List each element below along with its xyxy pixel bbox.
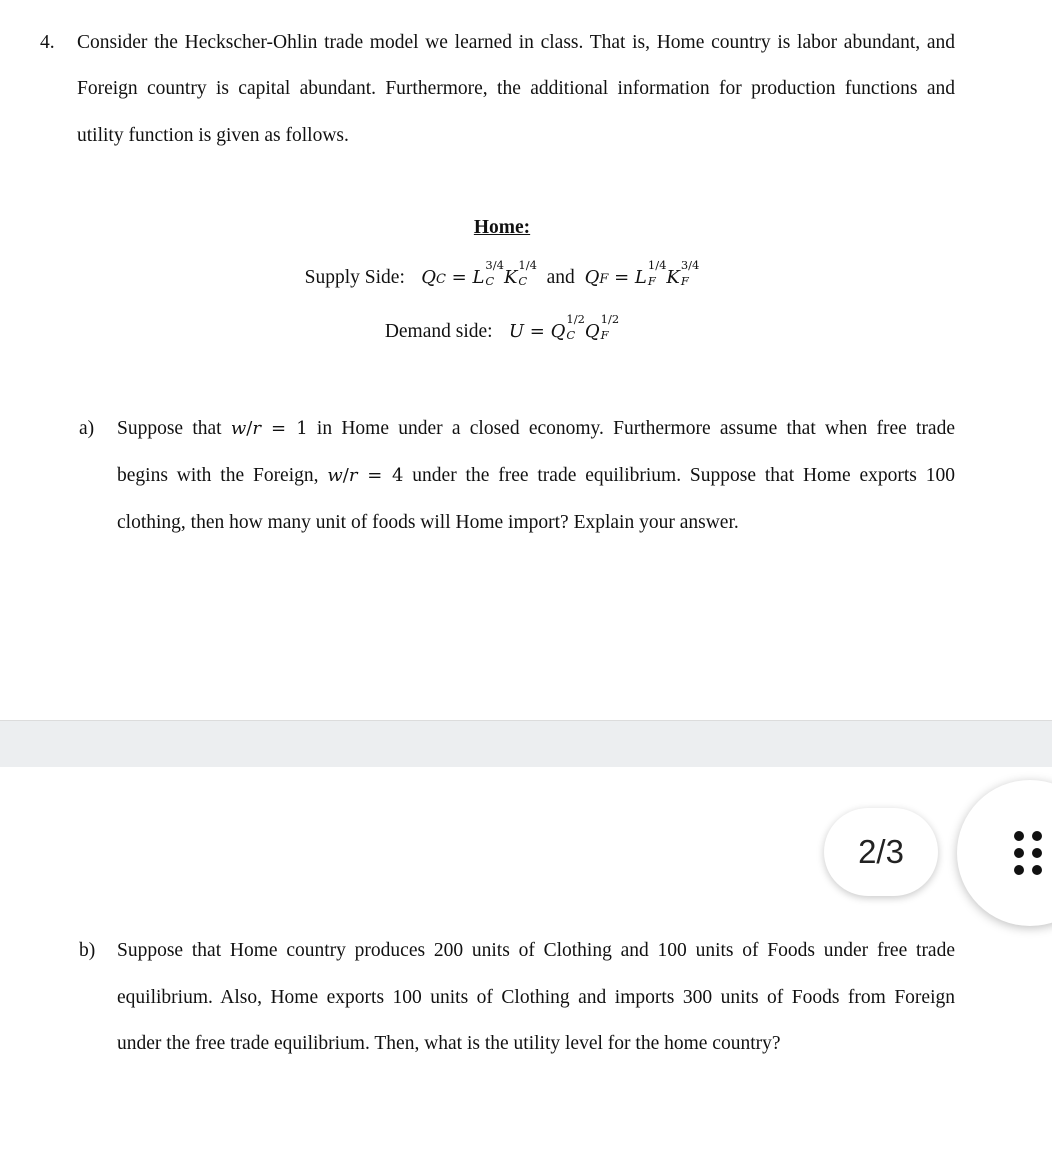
part-a-line-2-end: under the free trade equilibrium. Suppose that Home exports 100	[412, 465, 955, 486]
wage-rental-ratio-trade: w/r = 4	[327, 465, 404, 486]
supply-side-equation	[0, 258, 1004, 288]
part-b-line-3: under the free trade equilibrium. Then, what is the utility level for the home country?	[117, 1033, 781, 1054]
intro-line-3: utility function is given as follows.	[77, 125, 349, 146]
intro-line-1: Consider the Heckscher-Ohlin trade model we learned in class. That is, Home country is labor abundant, and	[77, 32, 955, 53]
question-number: 4.	[40, 32, 55, 53]
page-separator	[0, 720, 1052, 768]
part-a-line-2-start: begins with the Foreign,	[117, 465, 319, 486]
supply-clothing-formula: QC = L 3/4 C K 1/4 C	[409, 258, 537, 288]
demand-side-label: Demand side:	[384, 321, 493, 342]
and-word: and	[546, 267, 575, 288]
demand-side-equation	[0, 312, 1004, 342]
part-a-line-3: clothing, then how many unit of foods will Home import? Explain your answer.	[117, 512, 739, 533]
part-a-line-2	[117, 466, 955, 486]
home-heading: Home:	[473, 217, 531, 238]
part-b-line-1: Suppose that Home country produces 200 units of Clothing and 100 units of Foods under free trade	[117, 940, 955, 961]
utility-formula: U = Q 1/2 C Q 1/2 F	[497, 312, 620, 342]
supply-food-formula: QF = L 1/4 F K 3/4 F	[584, 258, 700, 288]
intro-line-2: Foreign country is capital abundant. Furthermore, the additional information for production functions and	[77, 78, 955, 99]
part-a-label: a)	[79, 418, 95, 439]
wage-rental-ratio-closed: w/r = 1	[230, 418, 308, 439]
more-dots-icon[interactable]	[1014, 831, 1046, 875]
page-indicator[interactable]: 2/3	[824, 808, 938, 896]
part-a-line-1-end: in Home under a closed economy. Furthermore assume that when free trade	[316, 418, 955, 439]
part-a-line-1	[117, 419, 955, 439]
part-b-line-2: equilibrium. Also, Home exports 100 units of Clothing and imports 300 units of Foods from Foreign	[117, 987, 955, 1008]
part-a-line-1-start: Suppose that	[117, 418, 222, 439]
supply-side-label: Supply Side:	[304, 267, 405, 288]
part-b-label: b)	[79, 940, 96, 961]
